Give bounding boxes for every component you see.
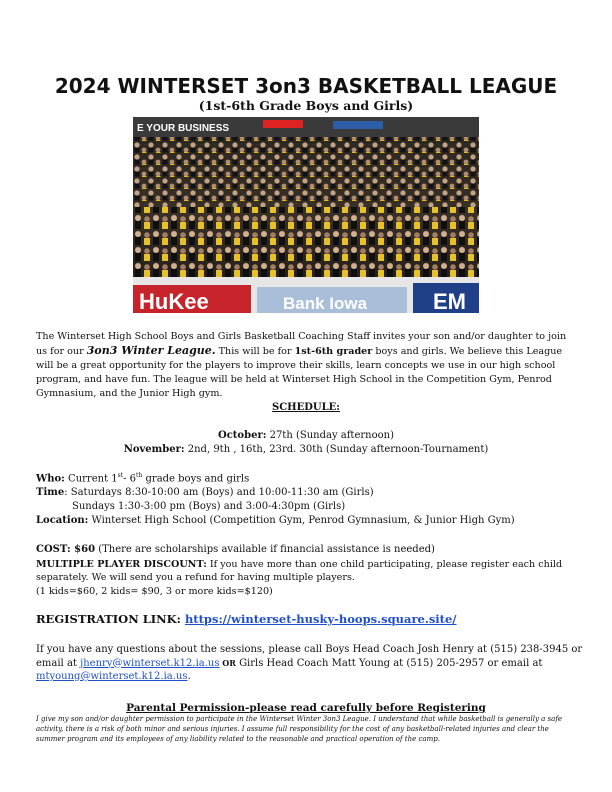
league-name: 3on3 Winter League. (86, 344, 216, 357)
who-sup: st (117, 472, 124, 479)
time-label: Time (36, 487, 65, 498)
sign-left-text: HuKee (139, 289, 209, 313)
time-value: : Saturdays 8:30-10:00 am (Boys) and 10:00-11:30 am (Girls) (64, 487, 374, 498)
who-line (36, 472, 249, 484)
contact-or: OR (219, 657, 236, 668)
schedule-dates: 2nd, 9th , 16th, 23rd. 30th (Sunday afternoon-Tournament) (184, 444, 489, 455)
girls-coach-email-link[interactable]: mtyoung@winterset.k12.ia.us (36, 671, 188, 682)
who-text: Current 1 (64, 473, 118, 485)
who-text: - 6 (123, 473, 137, 485)
discount-paragraph (36, 558, 576, 584)
contact-paragraph (36, 643, 584, 684)
intro-text: The Winterset High School Boys and Girls Basketball Coaching Staff invites your son and/or daughter to join us for our (36, 331, 567, 357)
time-line-2: Sundays 1:30-3:00 pm (Boys) and 3:00-4:30pm (Girls) (72, 501, 346, 512)
schedule-month: November: (123, 444, 185, 455)
cost-line (36, 544, 435, 555)
schedule-october (0, 430, 612, 441)
sign-right-text: EM (433, 289, 466, 313)
discount-text: If you have more than one child participating, please register each child separately. We will send you a refund for having multiple players. (36, 559, 563, 583)
schedule-month: October: (218, 430, 267, 441)
discount-label: MULTIPLE PLAYER DISCOUNT: (36, 559, 207, 570)
cost-value: (There are scholarships available if financial assistance is needed) (95, 544, 435, 555)
who-text: grade boys and girls (142, 473, 250, 485)
intro-text: boys and girls. We believe this League will be a great opportunity for the players to improve their skills, learn concepts we use in our high school program, and have fun. The league will be held at Winterset High School in the Competition Gym, Penrod Gymnasium, and the Junior High gym. (36, 346, 563, 399)
grade-range: 1st-6th grader (294, 346, 373, 357)
crowd-photo (133, 117, 479, 313)
schedule-november (0, 444, 612, 455)
page-subtitle: (1st-6th Grade Boys and Girls) (198, 98, 414, 113)
permission-text: I give my son and/or daughter permission to participate in the Winterset Winter 3on3 League. I understand that while basketball is generally a safe activity, there is a risk of both minor and serious injuries. I assume full responsibility for the cost of any basketball-related injuries and clear the summer program and its employees of any liability related to the reasonable and practical operation of the camp. (36, 715, 563, 743)
registration-link[interactable]: https://winterset-husky-hoops.square.site/ (184, 612, 457, 626)
pricing-line: (1 kids=$60, 2 kids= $90, 3 or more kids=$120) (36, 586, 273, 597)
page-title: 2024 WINTERSET 3on3 BASKETBALL LEAGUE (54, 74, 558, 98)
banner-text: E YOUR BUSINESS (137, 123, 230, 134)
schedule-heading: SCHEDULE: (272, 402, 340, 413)
crowd-photo-image (133, 117, 479, 313)
who-sup: th (136, 472, 143, 479)
boys-coach-email-link[interactable]: jhenry@winterset.k12.ia.us (80, 657, 220, 669)
time-line (36, 487, 374, 498)
schedule-dates: 27th (Sunday afternoon) (266, 430, 394, 441)
cost-label: COST: $60 (36, 544, 96, 555)
location-label: Location: (36, 515, 89, 526)
intro-paragraph (36, 330, 578, 401)
location-line (36, 515, 515, 526)
intro-text: This will be for (215, 346, 295, 357)
registration-line (36, 612, 457, 626)
who-label: Who: (36, 473, 65, 485)
registration-label: REGISTRATION LINK: (36, 612, 185, 626)
contact-text: . (187, 671, 191, 682)
contact-text: If you have any questions about the sessions, please call Boys Head Coach Josh Henry at (515) 238-3945 or email at (36, 644, 583, 669)
permission-heading: Parental Permission-please read carefully before Registering (126, 702, 486, 714)
contact-text: Girls Head Coach Matt Young at (515) 205-2957 or email at (235, 657, 543, 669)
sign-middle-text: Bank Iowa (283, 294, 368, 313)
location-value: Winterset High School (Competition Gym, Penrod Gymnasium, & Junior High Gym) (88, 515, 515, 526)
